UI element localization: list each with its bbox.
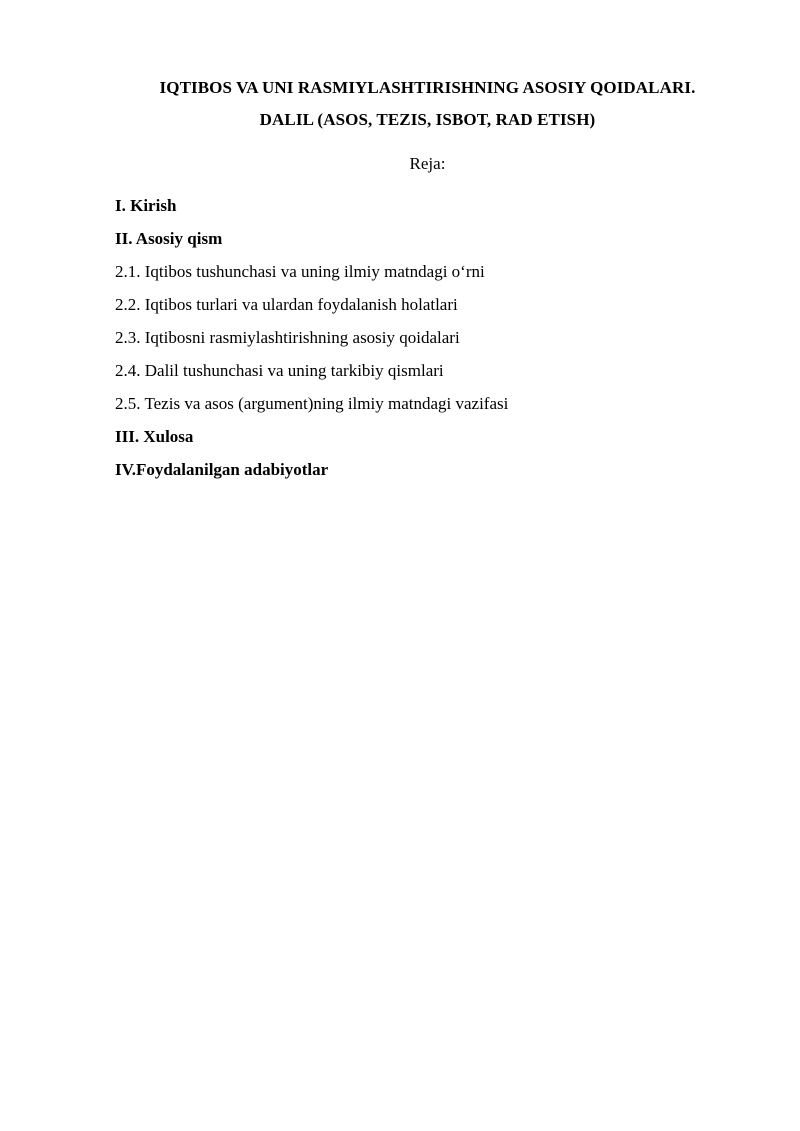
plan-item-2-4: 2.4. Dalil tushunchasi va uning tarkibiy qismlari — [115, 361, 444, 380]
plan-item-intro: I. Kirish — [115, 196, 177, 215]
plan-item-main-part: II. Asosiy qism — [115, 229, 223, 248]
plan-item-2-5: 2.5. Tezis va asos (argument)ning ilmiy matndagi vazifasi — [115, 394, 509, 413]
document-title-line-2: DALIL (ASOS, TEZIS, ISBOT, RAD ETISH) — [259, 110, 596, 129]
plan-item-references: IV.Foydalanilgan adabiyotlar — [115, 460, 329, 479]
plan-heading: Reja: — [409, 154, 446, 173]
plan-item-conclusion: III. Xulosa — [115, 427, 194, 446]
plan-list — [115, 196, 735, 493]
plan-item-2-1: 2.1. Iqtibos tushunchasi va uning ilmiy matndagi o‘rni — [115, 262, 485, 281]
plan-item-2-2: 2.2. Iqtibos turlari va ulardan foydalanish holatlari — [115, 295, 458, 314]
document-title-line-1: IQTIBOS VA UNI RASMIYLASHTIRISHNING ASOSIY QOIDALARI. — [159, 78, 696, 97]
plan-item-2-3: 2.3. Iqtibosni rasmiylashtirishning asosiy qoidalari — [115, 328, 460, 347]
